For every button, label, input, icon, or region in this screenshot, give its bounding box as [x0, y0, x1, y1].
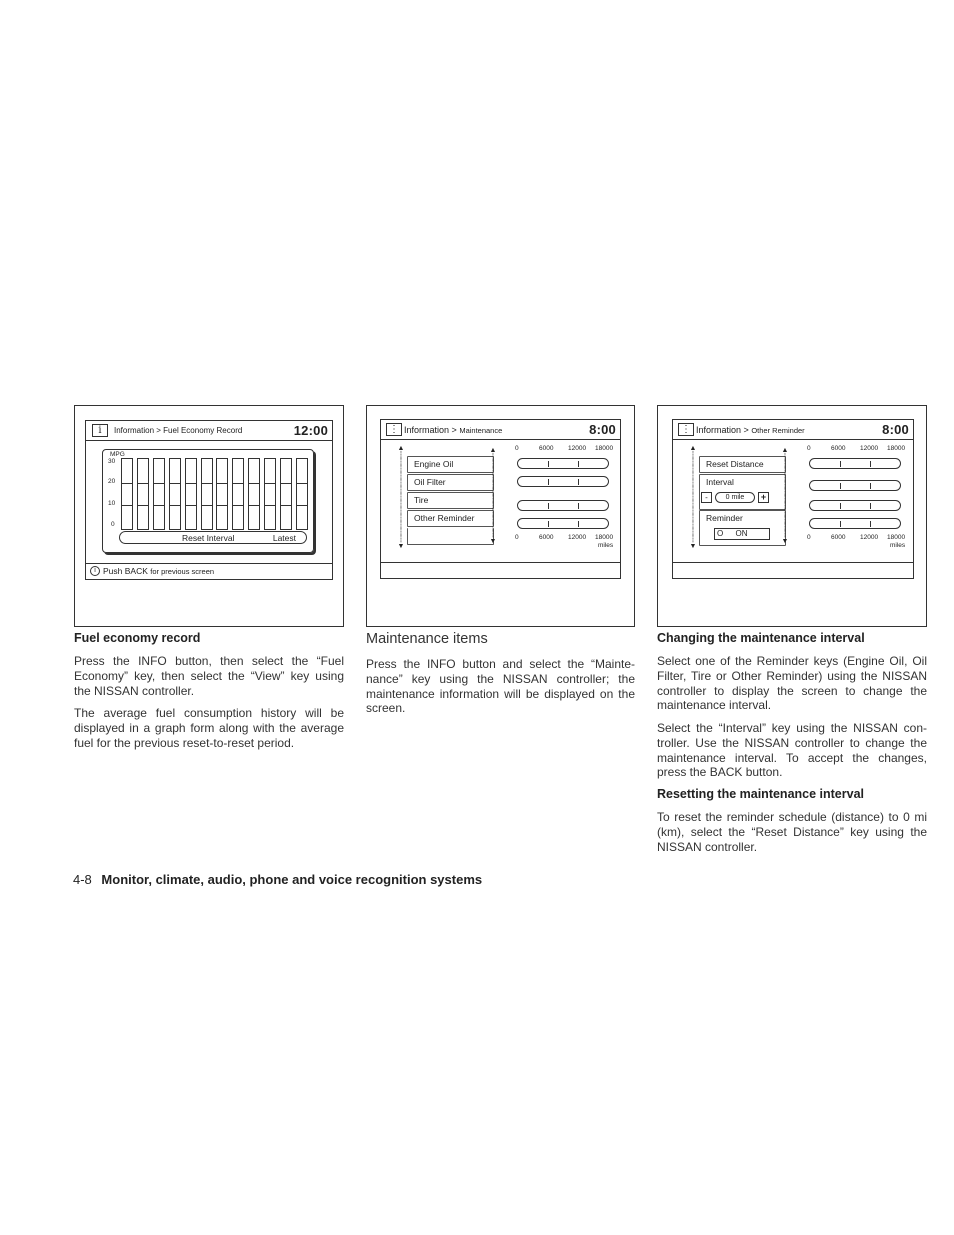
fuel-chart-panel — [102, 449, 314, 553]
fuel-bar-column — [280, 458, 292, 530]
paragraph-fuel-2: The average fuel consumption history will be displayed in a graph form along with the average fuel for the previous reset-to-reset period. — [74, 706, 344, 750]
gauge-2 — [809, 480, 901, 491]
screen-header — [86, 421, 332, 441]
reset-interval-label: Reset Interval — [182, 533, 235, 543]
heading-resetting-interval: Resetting the maintenance interval — [657, 787, 865, 801]
scale-top-0: 0 — [807, 445, 811, 452]
scale-top-18000: 18000 — [595, 445, 614, 452]
paragraph-resetting-1: To reset the reminder schedule (distance) to 0 mi (km), select the “Reset Distance” key using the NISSAN controller. — [657, 810, 927, 854]
fuel-bar-gridline — [249, 505, 259, 506]
scroll-side-arrows: ▲ ┆ ┆ ┆ ┆ ┆ ┆ ┆ ┆ ┆ ┆ ┆ ┆ ▼ — [781, 447, 789, 545]
scale-top-6000: 6000 — [831, 445, 846, 452]
interval-minus-button[interactable]: - — [701, 492, 712, 503]
fuel-bar-column — [248, 458, 260, 530]
other-reminder-screen — [672, 419, 914, 579]
fuel-bar-column — [169, 458, 181, 530]
scale-bot-12000: 12000 — [860, 534, 879, 541]
fuel-bar-gridline — [202, 483, 212, 484]
scale-bot-6000: 6000 — [539, 534, 554, 541]
fuel-bar-gridline — [217, 483, 227, 484]
page-number: 4-8 — [73, 872, 92, 887]
scale-bot-6000: 6000 — [831, 534, 846, 541]
unit-miles: miles — [890, 542, 906, 549]
screen-footer — [86, 563, 332, 579]
mpg-label: MPG — [110, 451, 125, 458]
breadcrumb: Information > Fuel Economy Record — [114, 426, 243, 435]
y-tick-0: 0 — [111, 521, 115, 528]
fuel-bar-gridline — [281, 505, 291, 506]
scale-bot-18000: 18000 — [887, 534, 906, 541]
fuel-bar-gridline — [170, 505, 180, 506]
y-tick-10: 10 — [108, 500, 116, 507]
interval-value: 0 mile — [715, 492, 755, 503]
fuel-bar-gridline — [265, 505, 275, 506]
scale-top-12000: 12000 — [860, 445, 879, 452]
figure-maintenance — [366, 405, 635, 627]
heading-changing-interval: Changing the maintenance interval — [657, 631, 865, 645]
paragraph-changing-1: Select one of the Reminder keys (Engine Oil, Oil Filter, Tire or Other Reminder) using the NISSAN controller to display the screen to change the maintenance interval. — [657, 654, 927, 713]
menu-item-other-reminder[interactable]: Other Reminder — [407, 510, 494, 527]
fuel-bar-gridline — [122, 483, 132, 484]
fuel-bar-gridline — [249, 483, 259, 484]
paragraph-changing-2: Select the “Interval” key using the NISSAN con-troller. Use the NISSAN controller to change the maintenance interval. To accept the changes, press the BACK button. — [657, 721, 927, 780]
gauge-1 — [809, 458, 901, 469]
paragraph-fuel-1: Press the INFO button, then select the “Fuel Economy” key, then select the “View” key using the NISSAN controller. — [74, 654, 344, 698]
fuel-bar-column — [216, 458, 228, 530]
screen-header — [673, 420, 913, 440]
fuel-bar-gridline — [233, 505, 243, 506]
scroll-side-arrows: ▲ ┆ ┆ ┆ ┆ ┆ ┆ ┆ ┆ ┆ ┆ ┆ ┆ ▼ — [489, 447, 497, 545]
maintenance-screen — [380, 419, 621, 579]
other-reminder-gauge — [517, 518, 609, 529]
scale-bot-0: 0 — [515, 534, 519, 541]
fuel-bar-gridline — [281, 483, 291, 484]
scale-top-6000: 6000 — [539, 445, 554, 452]
info-icon: ⋮ — [678, 423, 694, 436]
figure-fuel-economy — [74, 405, 344, 627]
scale-top-12000: 12000 — [568, 445, 587, 452]
scroll-up-arrows: ▲ ┆ ┆ ┆ ┆ ┆ ┆ ┆ ┆ ┆ ┆ ┆ ┆ ┆ ▼ — [689, 445, 697, 550]
tire-gauge — [517, 500, 609, 511]
reset-distance-key[interactable]: Reset Distance — [699, 456, 786, 473]
scale-bot-0: 0 — [807, 534, 811, 541]
fuel-economy-screen — [85, 420, 333, 580]
fuel-bar-gridline — [138, 483, 148, 484]
latest-label: Latest — [272, 533, 296, 543]
fuel-bar-column — [121, 458, 133, 530]
footer-hint: Push BACK for previous screen — [103, 566, 215, 576]
fuel-bar-gridline — [186, 505, 196, 506]
scale-top-0: 0 — [515, 445, 519, 452]
scale-top-18000: 18000 — [887, 445, 906, 452]
fuel-bar-gridline — [154, 505, 164, 506]
heading-fuel-economy: Fuel economy record — [74, 631, 201, 645]
info-icon: ⋮ — [386, 423, 402, 436]
menu-item-empty — [407, 528, 494, 545]
gauge-4 — [809, 518, 901, 529]
reminder-key[interactable]: Reminder O ON — [699, 510, 786, 546]
gauge-3 — [809, 500, 901, 511]
fuel-bars — [121, 458, 311, 530]
scale-bot-12000: 12000 — [568, 534, 587, 541]
paragraph-maintenance-1: Press the INFO button and select the “Mainte-nance” key using the NISSAN controller; the maintenance information will be displayed on the screen. — [366, 657, 635, 716]
fuel-bar-column — [264, 458, 276, 530]
fuel-bar-column — [153, 458, 165, 530]
fuel-bar-column — [232, 458, 244, 530]
scroll-up-arrows: ▲ ┆ ┆ ┆ ┆ ┆ ┆ ┆ ┆ ┆ ┆ ┆ ┆ ┆ ▼ — [397, 445, 405, 550]
y-tick-20: 20 — [108, 478, 116, 485]
clock: 8:00 — [589, 422, 616, 437]
breadcrumb: Information > Other Reminder — [696, 425, 805, 435]
clock: 8:00 — [882, 422, 909, 437]
figure-other-reminder — [657, 405, 927, 627]
unit-miles: miles — [598, 542, 614, 549]
page-footer — [73, 872, 482, 887]
reminder-menu — [673, 441, 788, 562]
info-circle-icon: i — [90, 566, 100, 576]
fuel-bar-gridline — [154, 483, 164, 484]
oil-filter-gauge — [517, 476, 609, 487]
fuel-bar-gridline — [138, 505, 148, 506]
clock: 12:00 — [293, 423, 328, 438]
screen-footer — [673, 562, 913, 578]
section-title: Monitor, climate, audio, phone and voice recognition systems — [101, 872, 483, 887]
interval-key[interactable]: Interval - 0 mile + — [699, 474, 786, 510]
fuel-bar-gridline — [186, 483, 196, 484]
heading-maintenance-items: Maintenance items — [366, 631, 488, 647]
info-icon: i — [92, 424, 108, 437]
fuel-bar-gridline — [217, 505, 227, 506]
interval-plus-button[interactable]: + — [758, 492, 769, 503]
menu-item-tire[interactable]: Tire — [407, 492, 494, 509]
breadcrumb: Information > Maintenance — [404, 425, 503, 435]
menu-item-engine-oil[interactable]: Engine Oil — [407, 456, 494, 473]
fuel-bar-column — [296, 458, 308, 530]
fuel-bar-gridline — [122, 505, 132, 506]
screen-footer — [381, 562, 620, 578]
maintenance-menu — [381, 441, 496, 562]
fuel-bar-gridline — [297, 505, 307, 506]
scale-bot-18000: 18000 — [595, 534, 614, 541]
reminder-toggle[interactable]: O ON — [714, 528, 770, 540]
y-tick-30: 30 — [108, 458, 116, 465]
fuel-bar-column — [185, 458, 197, 530]
fuel-bar-column — [201, 458, 213, 530]
reset-interval-bar[interactable] — [119, 531, 307, 544]
fuel-bar-gridline — [202, 505, 212, 506]
fuel-bar-gridline — [170, 483, 180, 484]
engine-oil-gauge — [517, 458, 609, 469]
fuel-bar-gridline — [233, 483, 243, 484]
menu-item-oil-filter[interactable]: Oil Filter — [407, 474, 494, 491]
fuel-bar-gridline — [297, 483, 307, 484]
screen-header — [381, 420, 620, 440]
fuel-bar-gridline — [265, 483, 275, 484]
fuel-bar-column — [137, 458, 149, 530]
